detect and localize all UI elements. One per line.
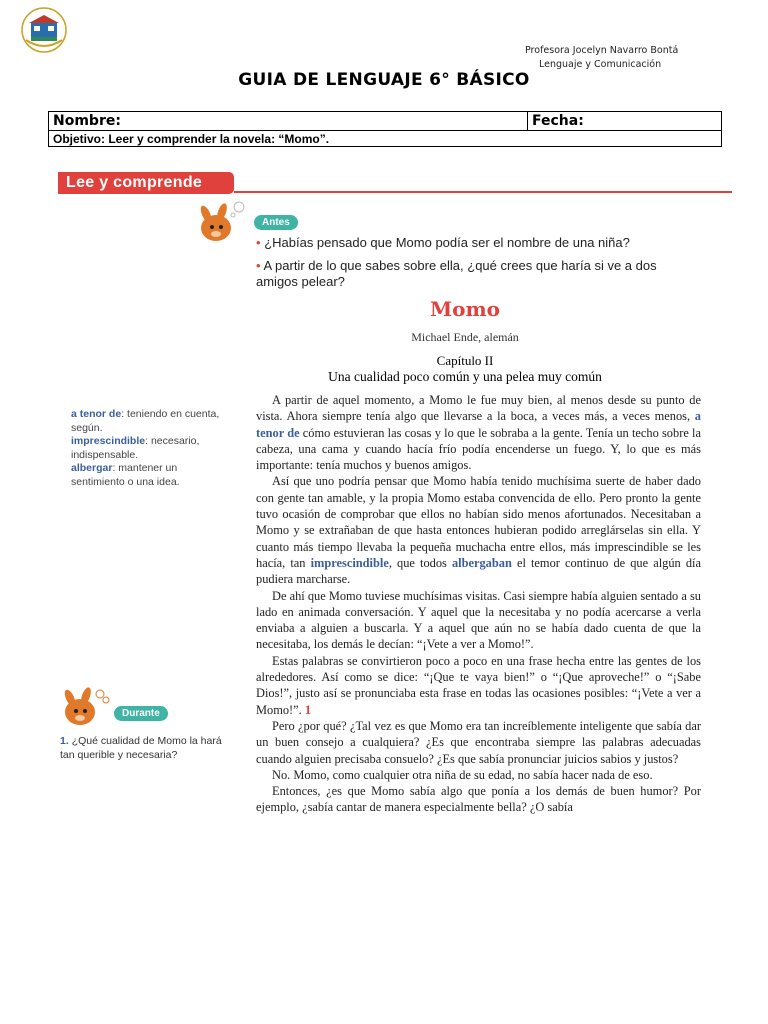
story-author: Michael Ende, alemán — [411, 330, 519, 344]
durante-badge: Durante — [114, 706, 168, 721]
glossary-def: : mantener un sentimiento o una idea. — [71, 462, 180, 488]
paragraph-text: cómo estuvieran las cosas y lo que le sobraba a la gente. Tenía un techo sobre la cabeza, una cama y cuando hacía frío podía encenderse un fuego. Y, lo que es más importante: tenía muchos y buenos amigos. — [256, 425, 701, 473]
paragraph: De ahí que Momo tuviese muchísimas visitas. Casi siempre había alguien sentado a su lado en animada conversación. Y aquel que la necesitaba y no podía acercarse a verla enviaba a alguien a buscarla. Y a aquel que aún no se había dado cuenta de que la necesitaba, los demás le decían: “¡Vete a ver a Momo!”. — [256, 588, 701, 652]
glossary-term: a tenor de — [71, 408, 122, 420]
glossary-keyword: a tenor de — [256, 409, 701, 440]
glossary-term: imprescindible — [71, 435, 146, 447]
antes-badge: Antes — [254, 215, 298, 230]
paragraph — [256, 653, 701, 718]
school-logo — [20, 6, 68, 54]
date-field[interactable] — [528, 112, 722, 131]
paragraph-text: Estas palabras se convirtieron poco a poco en una frase hecha entre las gentes de los alrededores. Así como se dice: “¡Que te vaya bien!” o “¡Que aproveche!” o “¡Sabe Dios!”, justo así se pronunciaba esta frase en todas las ocasiones posibles: “¡Vete a ver a Momo!”. — [256, 653, 701, 717]
question-reference: 1 — [304, 702, 312, 717]
antes-question-1-text: ¿Habías pensado que Momo podía ser el nombre de una niña? — [264, 235, 630, 250]
chapter-subtitle: Una cualidad poco común y una pelea muy común — [328, 369, 602, 384]
glossary-term: albergar — [71, 462, 113, 474]
glossary — [71, 408, 231, 489]
paragraph-text: A partir de aquel momento, a Momo le fue muy bien, al menos desde su punto de vista. Ahora siempre tenía algo que llevarse a la boca, a veces más, a veces menos, — [256, 393, 701, 424]
durante-question — [60, 735, 238, 762]
name-field[interactable] — [49, 112, 528, 131]
durante-question-text: ¿Qué cualidad de Momo la hará tan querible y necesaria? — [60, 735, 222, 761]
antes-question-1 — [256, 235, 630, 251]
story-title: Momo — [430, 297, 500, 321]
glossary-entry — [71, 408, 231, 435]
bullet-icon: • — [256, 258, 261, 273]
paragraph-text: Así que uno podría pensar que Momo había tenido muchísima suerte de haber dado con gente tan amable, y la propia Momo estaba convencida de ello. Pero pronto la gente tuvo ocasión de comprobar que ellos no habían sido menos afortunados. Necesitaban a Momo y se extrañaban de que hasta entonces hubieran podido arreglárselas sin ella. Y cuanto más tiempo llevaba la pequeña muchacha entre ellos, más imprescindible se les hacía, tan — [256, 474, 701, 570]
glossary-def: : necesario, indispensable. — [71, 435, 200, 461]
paragraph: No. Momo, como cualquier otra niña de su edad, no sabía hacer nada de eso. — [272, 767, 653, 782]
paragraph-text: , que todos — [388, 555, 452, 570]
section-banner: Lee y comprende — [58, 172, 234, 194]
page-title: GUIA DE LENGUAJE 6° BÁSICO — [238, 70, 530, 90]
name-label: Nombre: — [53, 113, 121, 129]
paragraph: Pero ¿por qué? ¿Tal vez es que Momo era tan increíblemente inteligente que sabía dar un buen consejo a cualquiera? ¿Es que encontraba siempre las palabras adecuadas cuando alguien precisaba consuelo? ¿Es que sabía pronunciar juicios sabios y justos? — [256, 718, 701, 766]
glossary-entry — [71, 435, 231, 462]
antes-question-2 — [256, 258, 696, 290]
glossary-entry — [71, 462, 231, 489]
glossary-keyword: albergaban — [451, 555, 512, 570]
paragraph: Entonces, ¿es que Momo sabía algo que ponía a los demás de buen humor? Por ejemplo, ¿sabía cantar de manera especialmente bella? ¿O sabía — [256, 784, 701, 815]
student-info-table — [48, 111, 722, 147]
date-label: Fecha: — [532, 113, 584, 129]
paragraph — [256, 392, 701, 473]
paragraph-text: el temor continuo de que algún día pudiera marcharse. — [256, 555, 701, 587]
bullet-icon: • — [256, 235, 261, 250]
teacher-name: Profesora Jocelyn Navarro Bontá — [525, 45, 679, 56]
mascot-icon — [192, 200, 248, 244]
glossary-keyword: imprescindible — [310, 555, 389, 570]
subject-name: Lenguaje y Comunicación — [539, 59, 662, 70]
banner-rule — [234, 191, 732, 193]
antes-question-2-text: A partir de lo que sabes sobre ella, ¿qué crees que haría si ve a dos amigos pelear? — [256, 258, 657, 289]
glossary-def: : teniendo en cuenta, según. — [71, 408, 220, 434]
story-body — [256, 392, 701, 816]
paragraph — [256, 473, 701, 587]
chapter-number: Capítulo II — [436, 353, 494, 368]
mascot-icon — [56, 684, 112, 728]
durante-question-number: 1. — [60, 735, 69, 747]
objective: Objetivo: Leer y comprender la novela: “Momo”. — [49, 131, 722, 147]
